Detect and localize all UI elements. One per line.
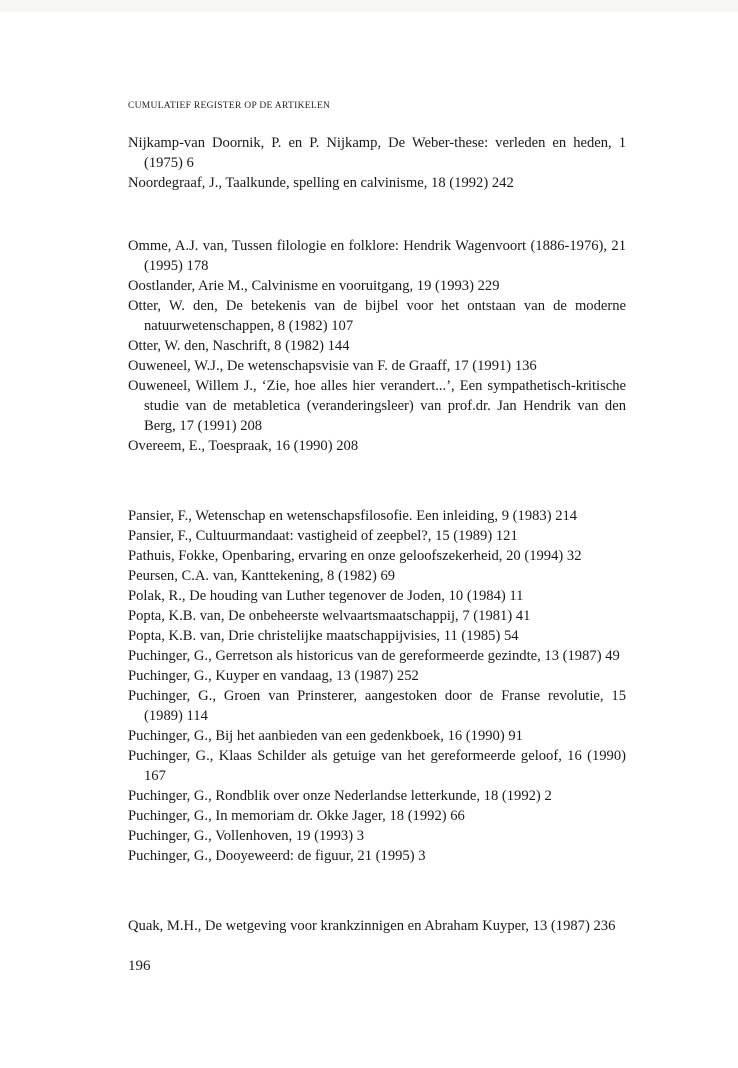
index-entry: Puchinger, G., In memoriam dr. Okke Jager, 18 (1992) 66 — [128, 808, 465, 824]
index-entry: Peursen, C.A. van, Kanttekening, 8 (1982) 69 — [128, 568, 396, 584]
index-entry: Overeem, E., Toespraak, 16 (1990) 208 — [128, 438, 359, 454]
section-gap — [128, 866, 626, 916]
running-header: CUMULATIEF REGISTER OP DE ARTIKELEN — [128, 101, 331, 111]
index-entry: Polak, R., De houding van Luther tegenover de Joden, 10 (1984) 11 — [128, 588, 524, 604]
index-entry: Puchinger, G., Vollenhoven, 19 (1993) 3 — [128, 828, 365, 844]
index-entry: Puchinger, G., Groen van Prinsterer, aangestoken door de Franse revolutie, 15 (1989) 114 — [128, 688, 626, 724]
index-entry: Puchinger, G., Rondblik over onze Nederlandse letterkunde, 18 (1992) 2 — [128, 788, 552, 804]
section-gap — [128, 193, 626, 236]
index-entry: Puchinger, G., Bij het aanbieden van een gedenkboek, 16 (1990) 91 — [128, 728, 523, 744]
index-entry: Popta, K.B. van, De onbeheerste welvaartsmaatschappij, 7 (1981) 41 — [128, 608, 531, 624]
section-gap — [128, 456, 626, 506]
index-entry: Otter, W. den, De betekenis van de bijbel voor het ontstaan van de moderne natuurwetenschappen, 8 (1982) 107 — [128, 298, 626, 334]
index-entry: Ouweneel, Willem J., ‘Zie, hoe alles hier verandert...’, Een sympathetisch-kritische studie van de metabletica (veranderingsleer) van prof.dr. Jan Hendrik van den Berg, 17 (1991) 208 — [128, 378, 626, 434]
index-entry: Pathuis, Fokke, Openbaring, ervaring en onze geloofszekerheid, 20 (1994) 32 — [128, 548, 582, 564]
index-entry: Omme, A.J. van, Tussen filologie en folklore: Hendrik Wagenvoort (1886-1976), 21 (1995) 178 — [128, 238, 626, 274]
index-entry: Popta, K.B. van, Drie christelijke maatschappijvisies, 11 (1985) 54 — [128, 628, 519, 644]
index-entry: Puchinger, G., Dooyeweerd: de figuur, 21 (1995) 3 — [128, 848, 426, 864]
index-entry: Noordegraaf, J., Taalkunde, spelling en calvinisme, 18 (1992) 242 — [128, 175, 514, 191]
index-entry: Ouweneel, W.J., De wetenschapsvisie van F. de Graaff, 17 (1991) 136 — [128, 358, 537, 374]
index-entry: Oostlander, Arie M., Calvinisme en vooruitgang, 19 (1993) 229 — [128, 278, 500, 294]
page-number: 196 — [128, 958, 151, 974]
index-entry: Pansier, F., Wetenschap en wetenschapsfilosofie. Een inleiding, 9 (1983) 214 — [128, 508, 578, 524]
index-entry: Quak, M.H., De wetgeving voor krankzinnigen en Abraham Kuyper, 13 (1987) 236 — [128, 918, 616, 934]
index-entry: Puchinger, G., Gerretson als historicus van de gereformeerde gezindte, 13 (1987) 49 — [128, 648, 620, 664]
index-entry: Puchinger, G., Kuyper en vandaag, 13 (1987) 252 — [128, 668, 419, 684]
index-entry: Nijkamp-van Doornik, P. en P. Nijkamp, De Weber-these: verleden en heden, 1 (1975) 6 — [128, 135, 626, 171]
index-entry: Pansier, F., Cultuurmandaat: vastigheid of zeepbel?, 15 (1989) 121 — [128, 528, 518, 544]
index-entries — [128, 133, 626, 936]
index-entry: Puchinger, G., Klaas Schilder als getuige van het gereformeerde geloof, 16 (1990) 167 — [128, 748, 626, 784]
page-top-edge — [0, 0, 738, 12]
index-entry: Otter, W. den, Naschrift, 8 (1982) 144 — [128, 338, 350, 354]
